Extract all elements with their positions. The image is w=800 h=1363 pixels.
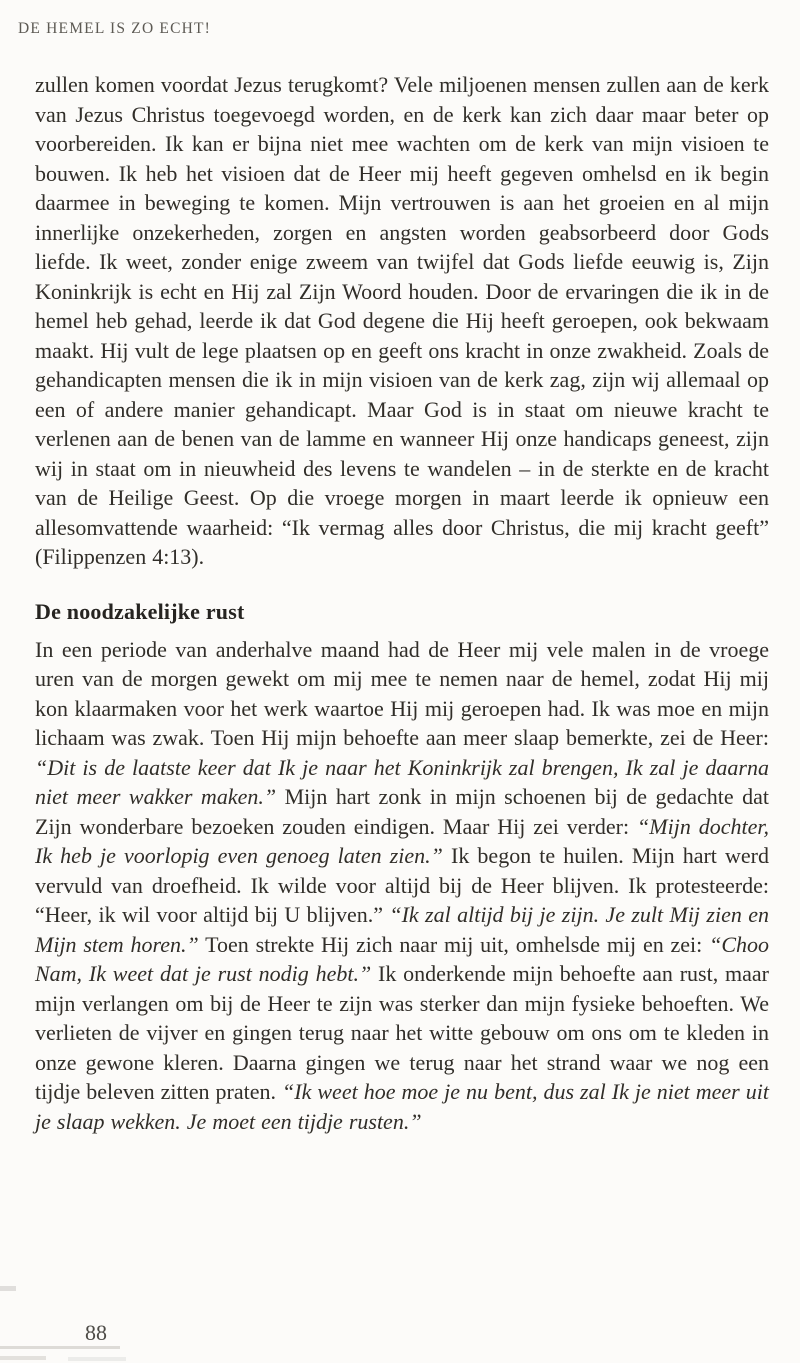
scan-artifact <box>68 1357 126 1361</box>
paragraph-rest <box>35 635 769 1137</box>
scan-artifact <box>0 1286 16 1291</box>
section-heading: De noodzakelijke rust <box>35 598 245 624</box>
text-segment: Toen strekte Hij zich naar mij uit, omhelsde mij en zei: <box>198 931 710 957</box>
paragraph-vision: zullen komen voordat Jezus terugkomt? Vele miljoenen mensen zullen aan de kerk van Jezus Christus toegevoegd worden, en de kerk kan zich daar maar beter op voorbereiden. Ik kan er bijna niet mee wachten om de kerk van mijn visioen te bouwen. Ik heb het visioen dat de Heer mij heeft gegeven omhelsd en ik begin daarmee in beweging te komen. Mijn vertrouwen is aan het groeien en al mijn innerlijke onzekerheden, zorgen en angsten worden geabsorbeerd door Gods liefde. Ik weet, zonder enige zweem van twijfel dat Gods liefde eeuwig is, Zijn Koninkrijk is echt en Hij zal Zijn Woord houden. Door de ervaringen die ik in de hemel heb gehad, leerde ik dat God degene die Hij heeft geroepen, ook bekwaam maakt. Hij vult de lege plaatsen op en geeft ons kracht in onze zwakheid. Zoals de gehandicapten mensen die ik in mijn visioen van de kerk zag, zijn wij allemaal op een of andere manier gehandicapt. Maar God is in staat om nieuwe kracht te verlenen aan de benen van de lamme en wanneer Hij onze handicaps geneest, zijn wij in staat om in nieuwheid des levens te wandelen – in de sterkte en de kracht van de Heilige Geest. Op die vroege morgen in maart leerde ik opnieuw een allesomvattende waarheid: “Ik vermag alles door Christus, die mij kracht geeft” (Filippenzen 4:13). <box>35 72 769 569</box>
text-segment: Ik begon te huilen. Mijn hart werd vervuld van droefheid. Ik wilde voor altijd bij de Heer blijven. Ik protesteerde: “Heer, ik wil voor altijd bij U blijven.” <box>35 843 769 927</box>
scan-artifact <box>0 1356 46 1360</box>
text-block <box>35 70 769 1136</box>
quote-segment: “Dit is de laatste keer dat Ik je naar het Koninkrijk zal brengen, Ik zal je daarna niet meer wakker maken.” <box>35 754 769 809</box>
text-segment: Mijn hart zonk in mijn schoenen bij de gedachte dat Zijn wonderbare bezoeken zouden eindigen. Maar Hij zei verder: <box>35 784 769 839</box>
text-segment: In een periode van anderhalve maand had de Heer mij vele malen in de vroege uren van de morgen gewekt om mij mee te nemen naar de hemel, zodat Hij mij kon klaarmaken voor het werk waartoe Hij mij geroepen had. Ik was moe en mijn lichaam was zwak. Toen Hij mijn behoefte aan meer slaap bemerkte, zei de Heer: <box>35 636 769 750</box>
quote-segment: “Mijn dochter, Ik heb je voorlopig even genoeg laten zien.” <box>35 813 769 868</box>
scan-artifact <box>0 1346 120 1349</box>
running-header: DE HEMEL IS ZO ECHT! <box>18 20 212 37</box>
text-segment: Ik onderkende mijn behoefte aan rust, maar mijn verlangen om bij de Heer te zijn was sterker dan mijn fysieke behoeften. We verlieten de vijver en gingen terug naar het witte gebouw om ons om te kleden in onze gewone kleren. Daarna gingen we terug naar het strand waar we nog een tijdje beleven zitten praten. <box>35 961 769 1104</box>
quote-segment: “Choo Nam, Ik weet dat je rust nodig hebt.” <box>35 931 769 986</box>
quote-segment: “Ik weet hoe moe je nu bent, dus zal Ik je niet meer uit je slaap wekken. Je moet een tijdje rusten.” <box>35 1079 769 1134</box>
quote-segment: “Ik zal altijd bij je zijn. Je zult Mij zien en Mijn stem horen.” <box>35 902 769 957</box>
page-number: 88 <box>85 1320 107 1345</box>
